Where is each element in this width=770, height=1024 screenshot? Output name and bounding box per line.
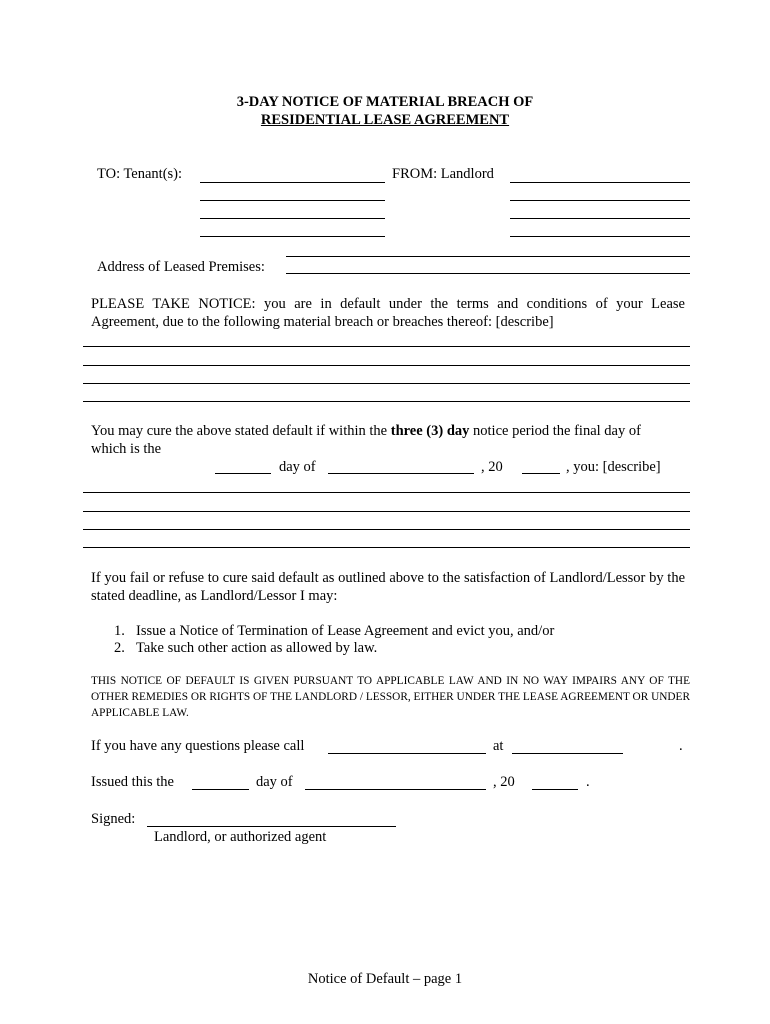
from-landlord-label: FROM: Landlord <box>392 166 494 182</box>
landlord-name-field-1[interactable] <box>510 182 690 183</box>
cure-description-line-2[interactable] <box>83 511 690 512</box>
address-label: Address of Leased Premises: <box>97 259 265 275</box>
tenant-name-field-4[interactable] <box>200 236 385 237</box>
contact-name-field[interactable] <box>328 753 486 754</box>
notice-paragraph: PLEASE TAKE NOTICE: you are in default under the terms and conditions of your Lease Agreement, due to the following material breach or breaches thereof: [describe] <box>91 296 685 330</box>
tenant-name-field-1[interactable] <box>200 182 385 183</box>
questions-period: . <box>679 738 683 754</box>
questions-label: If you have any questions please call <box>91 738 305 754</box>
document-title-line1: 3-DAY NOTICE OF MATERIAL BREACH OF <box>236 94 534 110</box>
breach-description-line-1[interactable] <box>83 346 690 347</box>
cure-description-line-4[interactable] <box>83 547 690 548</box>
issued-label: Issued this the <box>91 774 174 790</box>
contact-phone-field[interactable] <box>512 753 623 754</box>
landlord-name-field-3[interactable] <box>510 218 690 219</box>
landlord-name-field-2[interactable] <box>510 200 690 201</box>
issued-day-field[interactable] <box>192 789 249 790</box>
signature-caption: Landlord, or authorized agent <box>154 829 327 845</box>
cure-year-field[interactable] <box>522 473 560 474</box>
breach-description-line-3[interactable] <box>83 383 690 384</box>
to-tenants-label: TO: Tenant(s): <box>97 166 183 182</box>
option-1-text: Issue a Notice of Termination of Lease Agreement and evict you, and/or <box>136 623 555 639</box>
cure-paragraph-line2: which is the <box>91 441 162 457</box>
option-2-number: 2. <box>114 640 125 656</box>
cure-paragraph-line1: You may cure the above stated default if within the three (3) day notice period the final day of <box>91 423 641 439</box>
cure-year-prefix: , 20 <box>481 459 503 475</box>
legal-disclaimer: THIS NOTICE OF DEFAULT IS GIVEN PURSUANT TO APPLICABLE LAW AND IN NO WAY IMPAIRS ANY OF THE OTHER REMEDIES OR RIGHTS OF THE LANDLORD / LESSOR, EITHER UNDER THE LEASE AGREEMENT OR UNDER APPLICABLE LAW. <box>91 675 690 719</box>
document-title-line2: RESIDENTIAL LEASE AGREEMENT <box>260 112 510 128</box>
cure-month-field[interactable] <box>328 473 474 474</box>
breach-description-line-2[interactable] <box>83 365 690 366</box>
cure-description-line-3[interactable] <box>83 529 690 530</box>
option-2-text: Take such other action as allowed by law. <box>136 640 378 656</box>
signature-field[interactable] <box>147 826 396 827</box>
option-1-number: 1. <box>114 623 125 639</box>
tenant-name-field-2[interactable] <box>200 200 385 201</box>
issued-period: . <box>586 774 590 790</box>
issued-year-prefix: , 20 <box>493 774 515 790</box>
landlord-name-field-4[interactable] <box>510 236 690 237</box>
cure-day-field[interactable] <box>215 473 271 474</box>
questions-at-label: at <box>493 738 504 754</box>
breach-description-line-4[interactable] <box>83 401 690 402</box>
signed-label: Signed: <box>91 811 136 827</box>
tenant-name-field-3[interactable] <box>200 218 385 219</box>
address-field[interactable] <box>286 273 690 274</box>
cure-bold-period: three (3) day <box>390 423 470 439</box>
fail-paragraph: If you fail or refuse to cure said default as outlined above to the satisfaction of Landlord/Lessor by the stated deadline, as Landlord/Lessor I may: <box>91 570 685 604</box>
issued-year-field[interactable] <box>532 789 578 790</box>
issued-day-of-label: day of <box>256 774 293 790</box>
cure-you-describe: , you: [describe] <box>566 459 661 475</box>
cure-description-line-1[interactable] <box>83 492 690 493</box>
cure-day-of-label: day of <box>279 459 316 475</box>
page-footer: Notice of Default – page 1 <box>307 971 463 987</box>
address-field-upper[interactable] <box>286 256 690 257</box>
issued-month-field[interactable] <box>305 789 486 790</box>
